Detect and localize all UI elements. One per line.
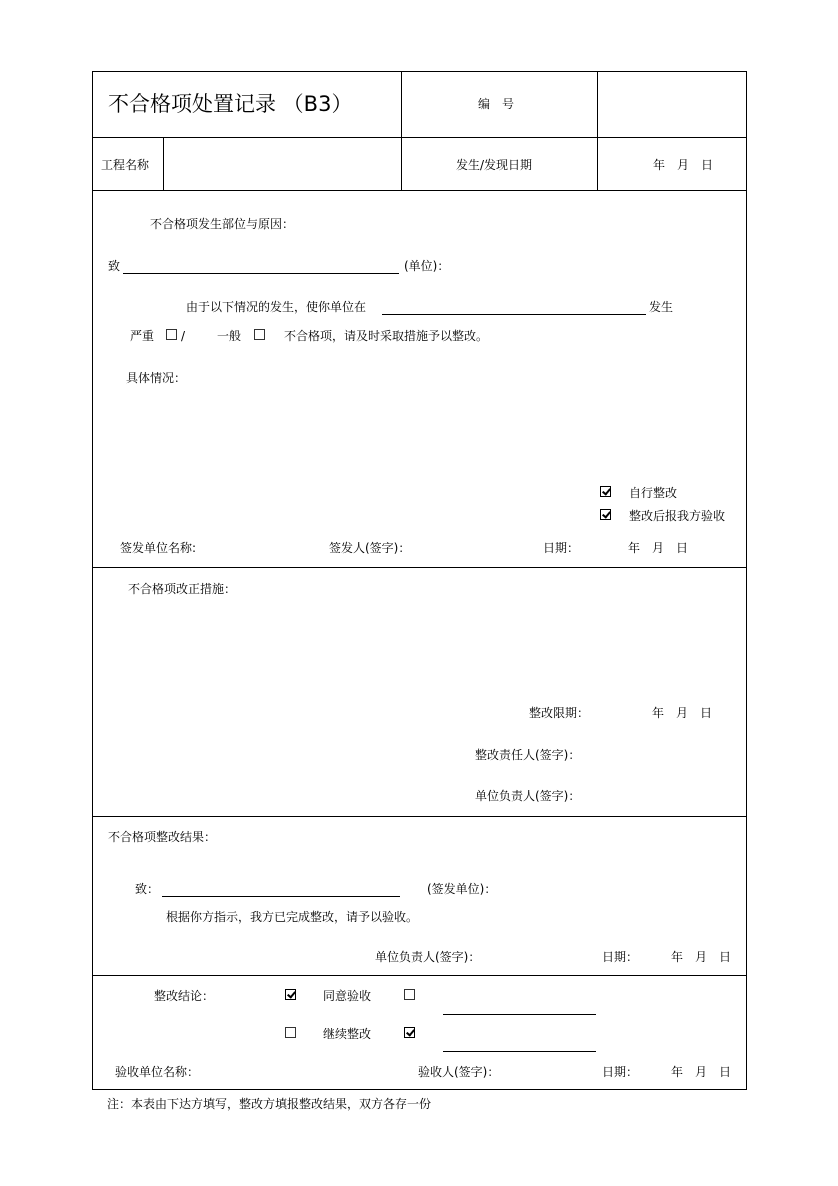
recipient-unit-line[interactable] xyxy=(123,273,399,274)
severity-general-label: 一般 xyxy=(217,329,242,343)
result-date-value[interactable]: 年 月 日 xyxy=(671,950,732,964)
result-statement: 根据你方指示，我方已完成整改，请予以验收。 xyxy=(166,910,419,924)
conclusion-label: 整改结论： xyxy=(154,989,215,1003)
divider xyxy=(93,975,746,976)
issue-date-label: 日期： xyxy=(543,541,580,555)
agree-acceptance-label: 同意验收 xyxy=(323,989,372,1003)
report-acceptance-checkbox[interactable] xyxy=(600,509,611,520)
severity-serious-label: 严重 xyxy=(130,329,155,343)
severity-separator: / xyxy=(181,329,186,343)
responsible-signature-label: 整改责任人(签字)： xyxy=(475,748,581,762)
divider xyxy=(93,137,746,138)
divider xyxy=(93,816,746,817)
divider xyxy=(93,190,746,191)
continue-rectify-label: 继续整改 xyxy=(323,1027,372,1041)
form-title: 不合格项处置记录 （B3） xyxy=(108,92,353,116)
occurrence-date-value[interactable]: 年 月 日 xyxy=(653,158,714,172)
deadline-label: 整改限期： xyxy=(529,706,590,720)
details-label: 具体情况： xyxy=(126,371,187,385)
conclusion-line[interactable] xyxy=(443,1051,596,1052)
severity-general-checkbox[interactable] xyxy=(254,329,265,340)
unit-head-signature-label: 单位负责人(签字)： xyxy=(475,789,581,803)
occurrence-text: 由于以下情况的发生，使你单位在 xyxy=(186,300,367,314)
report-acceptance-label: 整改后报我方验收 xyxy=(629,509,726,523)
result-date-label: 日期： xyxy=(602,950,639,964)
to-prefix: 致 xyxy=(108,259,121,273)
unit-suffix: (单位)： xyxy=(404,259,450,273)
footnote: 注：本表由下达方填写，整改方填报整改结果，双方各存一份 xyxy=(107,1097,432,1111)
occurrence-place-line[interactable] xyxy=(382,314,646,315)
acceptance-date-value[interactable]: 年 月 日 xyxy=(671,1065,732,1079)
conclusion-line[interactable] xyxy=(443,1014,596,1015)
deadline-value[interactable]: 年 月 日 xyxy=(652,706,713,720)
severity-tail-text: 不合格项，请及时采取措施予以整改。 xyxy=(284,329,489,343)
occurrence-date-label: 发生/发现日期 xyxy=(456,158,533,172)
measures-label: 不合格项改正措施： xyxy=(128,582,237,596)
issuer-unit-label: 签发单位名称: xyxy=(120,541,197,555)
issuer-unit-line[interactable] xyxy=(162,896,400,897)
divider xyxy=(597,72,598,190)
result-title: 不合格项整改结果： xyxy=(108,830,217,844)
row1-right-checkbox[interactable] xyxy=(404,989,415,1000)
occurrence-suffix: 发生 xyxy=(649,300,674,314)
acceptor-signature-label: 验收人(签字)： xyxy=(418,1065,500,1079)
result-to-prefix: 致： xyxy=(135,882,160,896)
project-name-field[interactable] xyxy=(175,158,390,172)
acceptor-unit-label: 验收单位名称： xyxy=(115,1065,200,1079)
self-rectify-label: 自行整改 xyxy=(629,486,678,500)
issuer-signature-label: 签发人(签字)： xyxy=(329,541,411,555)
divider xyxy=(401,72,402,190)
issuer-unit-suffix: (签发单位)： xyxy=(427,882,497,896)
acceptance-date-label: 日期： xyxy=(602,1065,639,1079)
severity-serious-checkbox[interactable] xyxy=(166,329,177,340)
issue-date-value[interactable]: 年 月 日 xyxy=(628,541,689,555)
self-rectify-checkbox[interactable] xyxy=(600,486,611,497)
agree-acceptance-checkbox[interactable] xyxy=(285,989,296,1000)
result-unit-head-label: 单位负责人(签字)： xyxy=(375,950,481,964)
project-name-label: 工程名称 xyxy=(101,158,150,172)
divider xyxy=(93,567,746,568)
continue-rectify-checkbox[interactable] xyxy=(404,1027,415,1038)
row2-left-checkbox[interactable] xyxy=(285,1027,296,1038)
location-cause-label: 不合格项发生部位与原因： xyxy=(150,217,295,231)
divider xyxy=(163,137,164,190)
number-label: 编 号 xyxy=(478,97,515,111)
